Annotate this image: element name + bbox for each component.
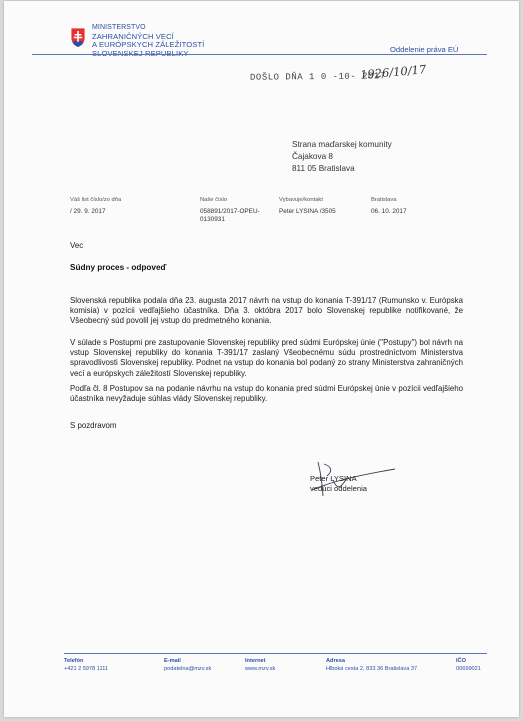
body-paragraph-1: Slovenská republika podala dňa 23. augusta 2017 návrh na vstup do konania T-391/17 (Rumunsko v. Európska komisia) v pozícii vedľajšieho účastníka. Dňa 3. októbra 2017 bolo Slovenskej republike notifikované, že Všeobecný súd povolil jej vstup do predmetného konania. [70, 296, 463, 326]
place-date-ref [371, 197, 407, 216]
handled-by-ref [279, 197, 336, 216]
footer-email-label: E-mail [164, 658, 181, 664]
signatory-name: Peter LYSINA [310, 474, 357, 483]
footer-phone-value: +421 2 5978 1111 [64, 666, 109, 672]
ministry-line-4: SLOVENSKEJ REPUBLIKY [92, 48, 189, 58]
body-paragraph-3: Podľa čl. 8 Postupov sa na podanie návrhu na vstup do konania pred súdmi Európskej únie v pozícii vedľajšieho účastníka nevyžaduje súhlas vlády Slovenskej republiky. [70, 384, 463, 404]
closing-greeting: S pozdravom [70, 421, 117, 430]
recipient-line-1: Strana maďarskej komunity [292, 140, 392, 149]
slovak-coat-of-arms-icon [70, 27, 86, 48]
signature-block [310, 474, 367, 494]
subject-label: Vec [70, 241, 84, 250]
footer-address-value: Hlboká cesta 2, 833 36 Bratislava 37 [326, 666, 418, 672]
place-label: Bratislava [371, 197, 397, 203]
ministry-line-2: ZAHRANIČNÝCH VECÍ [92, 31, 174, 41]
department-name: Oddelenie práva EÚ [390, 45, 459, 54]
footer-ico-value: 00699021 [456, 666, 481, 672]
footer-email-value: podatelna@mzv.sk [164, 666, 212, 672]
your-letter-ref [70, 197, 121, 216]
ministry-line-1: MINISTERSTVO [92, 24, 146, 31]
footer-address-label: Adresa [326, 658, 345, 664]
your-letter-label: Váš list číslo/zo dňa [70, 197, 122, 203]
our-number-label: Naše číslo [200, 197, 228, 203]
footer-ico-label: IČO [456, 658, 466, 664]
our-number-value-2: 0130931 [200, 216, 225, 223]
recipient-line-3: 811 05 Bratislava [292, 164, 355, 173]
footer-phone [64, 658, 108, 672]
subject-title: Súdny proces - odpoveď [70, 263, 167, 272]
footer-email [164, 658, 211, 672]
your-letter-value: / 29. 9. 2017 [70, 208, 106, 215]
footer-phone-label: Telefón [64, 658, 84, 664]
letter-page [4, 1, 519, 717]
footer-internet [245, 658, 275, 672]
handled-by-label: Vybavuje/kontakt [279, 197, 323, 203]
header-divider [32, 54, 487, 55]
handwritten-registry-number: 1926/10/17 [359, 62, 427, 82]
recipient-address [292, 139, 392, 175]
footer-divider [64, 653, 487, 654]
our-number-ref [200, 197, 260, 224]
footer-internet-value: www.mzv.sk [245, 666, 276, 672]
ministry-line-3: A EURÓPSKYCH ZÁLEŽITOSTÍ [92, 40, 205, 50]
footer-ico [456, 658, 481, 672]
footer-internet-label: Internet [245, 658, 266, 664]
handled-by-value: Peter LYSINA /3505 [279, 208, 336, 215]
our-number-value-1: 058891/2017-OPEU- [200, 208, 260, 215]
body-paragraph-2: V súlade s Postupmi pre zastupovanie Slovenskej republiky pred súdmi Európskej únie ("Postupy") bol návrh na vstup Slovenskej republiky do konania T-391/17 zaslaný Všeobecnému súdu prostredníctvom Ministerstva spravodlivosti Slovenskej republiky. Podnet na vstup do konania bol podaný zo strany Ministerstva zahraničných vecí a európskych záležitostí Slovenskej republiky. [70, 338, 463, 378]
received-stamp: DOŠLO DŇA 1 0 -10- 2017 [249, 71, 386, 83]
signatory-title: vedúci oddelenia [310, 484, 367, 493]
letter-date: 06. 10. 2017 [371, 208, 407, 215]
footer-address [326, 658, 417, 672]
recipient-line-2: Čajakova 8 [292, 152, 333, 161]
